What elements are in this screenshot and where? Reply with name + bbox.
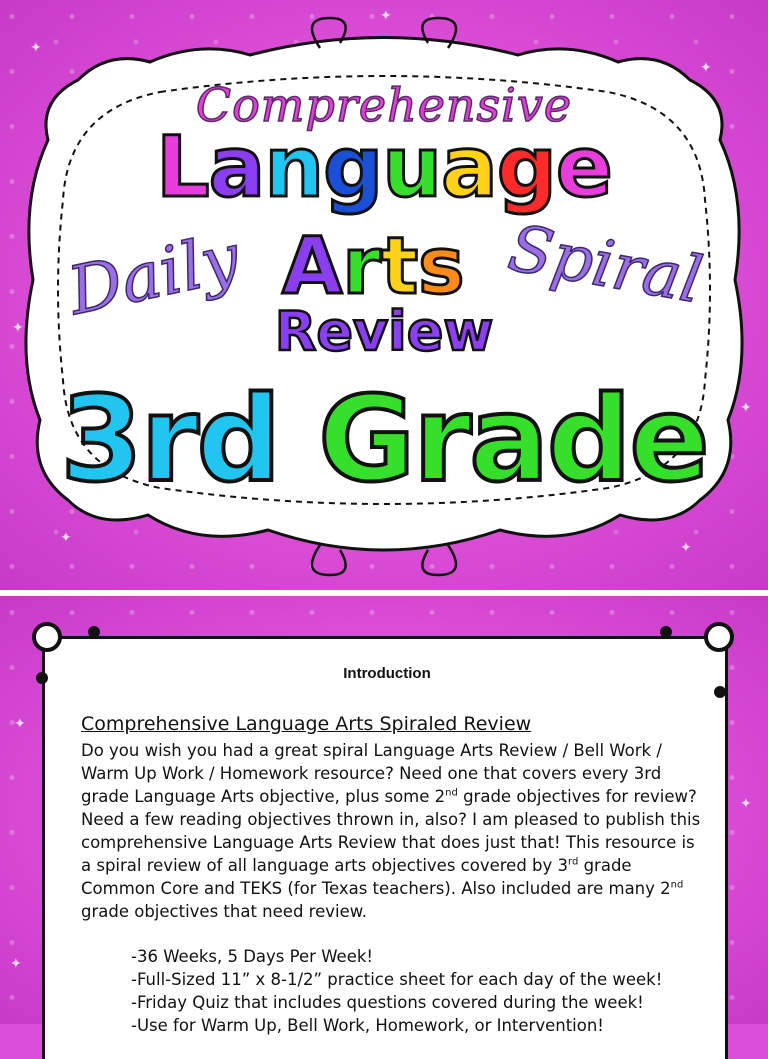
sparkle-icon: ✦ (680, 540, 692, 556)
superscript: rd (568, 856, 579, 868)
corner-dot-icon (714, 686, 726, 698)
corner-dot-icon (88, 626, 100, 638)
sparkle-icon: ✦ (60, 530, 72, 546)
introduction-page (0, 596, 768, 1035)
title-letter (279, 370, 318, 508)
title-letter: u (382, 118, 442, 216)
list-item: -Friday Quiz that includes questions covered during the week! (131, 993, 644, 1012)
title-letter: s (418, 222, 465, 312)
title-letter: L (156, 118, 209, 216)
list-item: -Full-Sized 11” x 8-1/2” practice sheet for each day of the week! (131, 970, 663, 989)
title-letter: a (208, 118, 265, 216)
paragraph-text: Do you wish you had a great spiral Language Arts Review / Bell Work / Warm Up Work / Homework resource? Need one that covers every 3rd grade Language Arts objective, plus some 2 (81, 741, 662, 806)
title-grade (0, 370, 768, 508)
title-letter: g (496, 118, 556, 216)
title-language (0, 118, 768, 216)
title-letter: g (323, 118, 383, 216)
title-letter: A (282, 222, 343, 312)
paragraph-text: grade objectives that need review. (81, 902, 367, 921)
paragraph-text: grade Common Core and TEKS (for Texas teachers). Also included are many 2 (81, 856, 671, 898)
title-letter: a (441, 118, 497, 216)
title-review: Review (274, 300, 494, 363)
corner-dot-icon (660, 626, 672, 638)
title-letter: t (380, 222, 419, 312)
sparkle-icon: ✦ (10, 956, 22, 972)
sparkle-icon: ✦ (700, 60, 712, 76)
list-item: -Use for Warm Up, Bell Work, Homework, or Intervention! (131, 1016, 604, 1035)
sparkle-icon: ✦ (14, 716, 26, 732)
sparkle-icon: ✦ (740, 796, 752, 812)
superscript: nd (445, 787, 458, 799)
paragraph-text: grade objectives for review? Need a few reading objectives thrown in, also? I am pleased to publish this comprehensive Language Arts Review that does just that! This resource is a spiral review of all language arts objectives covered by 3 (81, 787, 701, 875)
title-letter: 3rd (60, 370, 280, 508)
introduction-card (42, 636, 728, 1059)
title-spiral: Spiral (503, 211, 708, 319)
sparkle-icon: ✦ (380, 8, 392, 24)
title-comprehensive: Comprehensive (195, 78, 573, 132)
title-letter: r (342, 222, 381, 312)
introduction-paragraph (81, 739, 701, 923)
introduction-heading: Introduction (343, 665, 431, 682)
title-letter: n (264, 118, 324, 216)
introduction-subhead: Comprehensive Language Arts Spiraled Review (81, 713, 532, 735)
title-letter: Grade (318, 370, 708, 508)
sparkle-icon: ✦ (740, 400, 752, 416)
corner-dot-icon (36, 672, 48, 684)
title-daily: Daily (61, 218, 246, 331)
title-arts (282, 222, 465, 312)
list-item: -36 Weeks, 5 Days Per Week! (131, 947, 374, 966)
superscript: nd (670, 879, 684, 891)
sparkle-icon: ✦ (12, 320, 24, 336)
title-letter: e (555, 118, 612, 216)
sparkle-icon: ✦ (30, 40, 42, 56)
feature-list (131, 945, 711, 1037)
corner-ornament-icon (704, 622, 734, 652)
corner-ornament-icon (32, 622, 62, 652)
